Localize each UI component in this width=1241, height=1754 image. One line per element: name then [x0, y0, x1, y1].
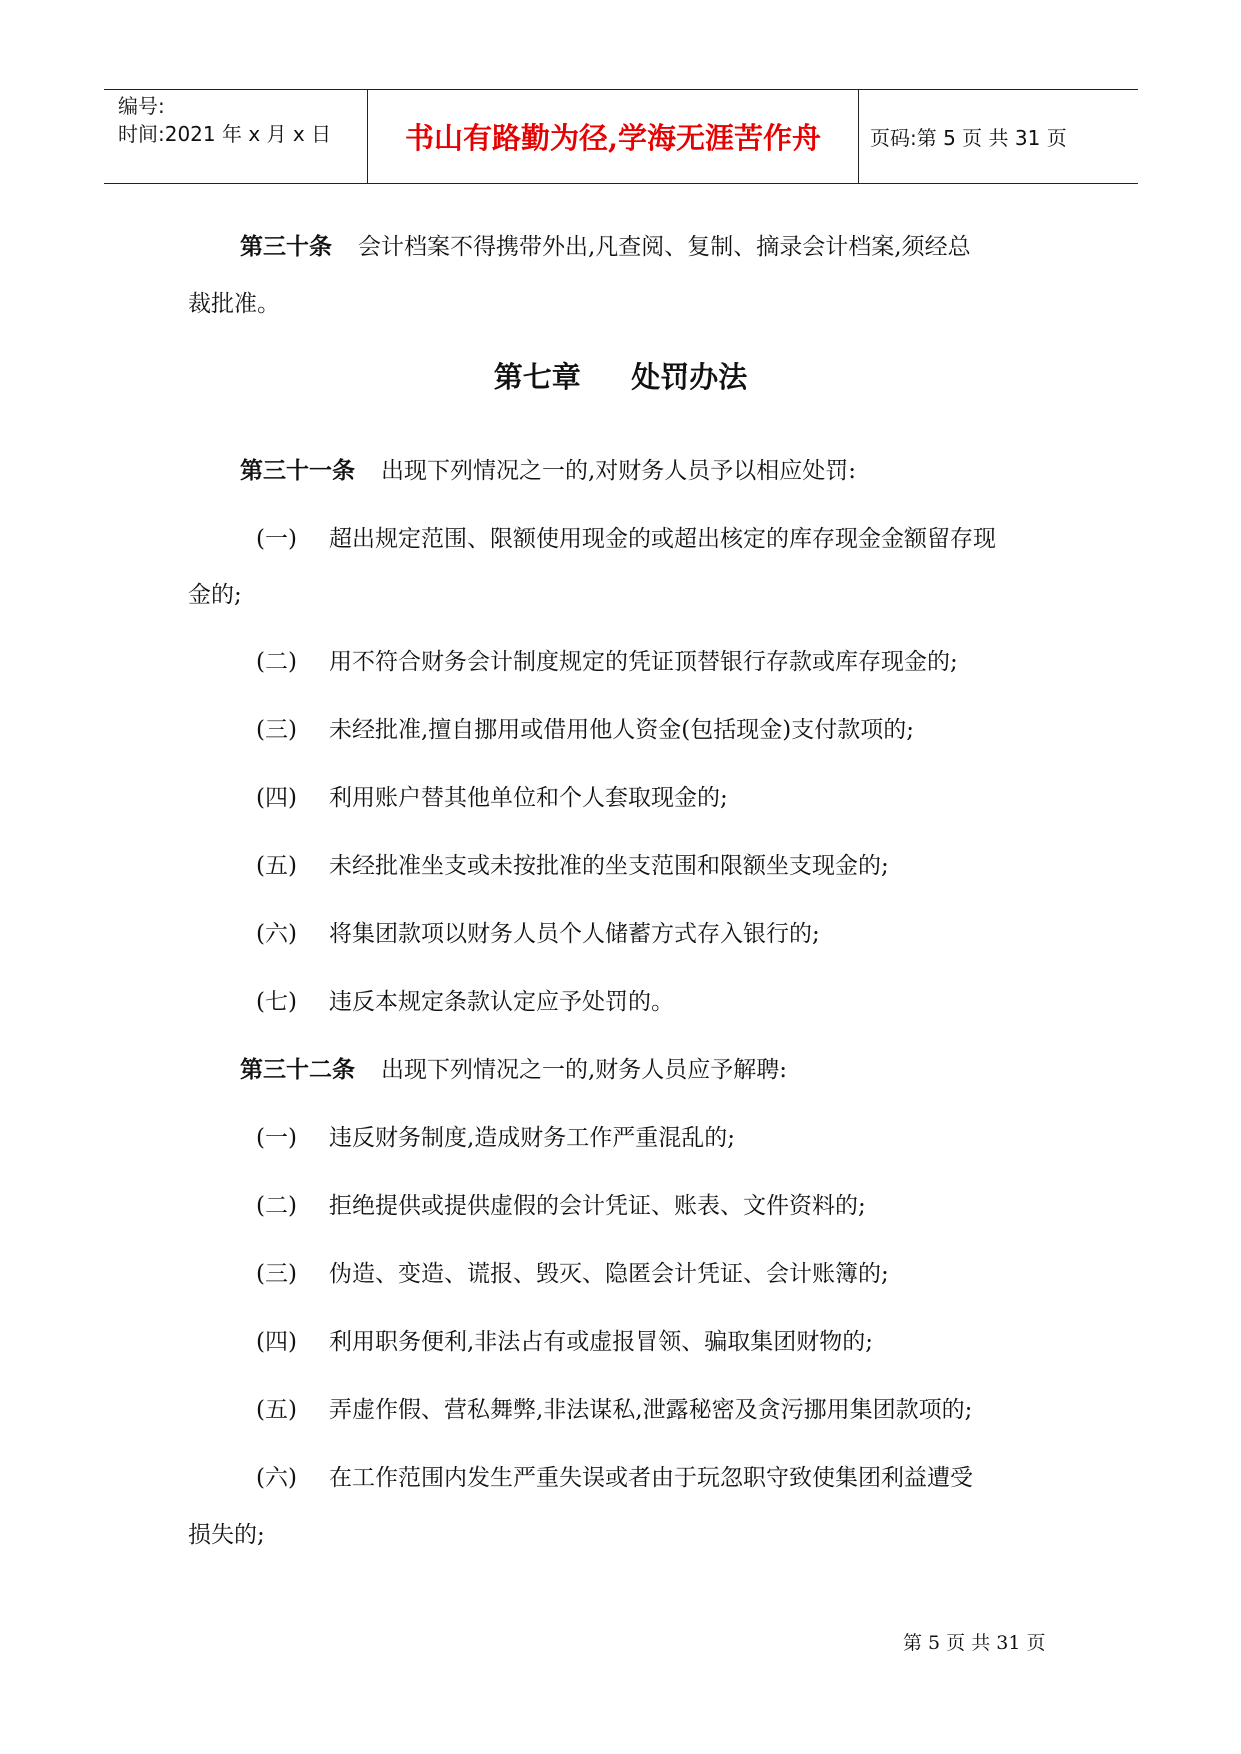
item-text: 利用账户替其他单位和个人套取现金的;	[328, 785, 728, 811]
article-31-intro: 出现下列情况之一的,对财务人员予以相应处罚:	[381, 458, 857, 484]
item-text: 超出规定范围、限额使用现金的或超出核定的库存现金金额留存现	[328, 526, 996, 552]
item-text: 利用职务便利,非法占有或虚报冒领、骗取集团财物的;	[328, 1329, 874, 1355]
header-motto: 书山有路勤为径,学海无涯苦作舟	[367, 90, 859, 183]
item-number: (六)	[256, 1465, 297, 1491]
page-header	[104, 89, 1138, 184]
item-text: 拒绝提供或提供虚假的会计凭证、账表、文件资料的;	[328, 1193, 866, 1219]
list-item	[256, 643, 958, 676]
list-item	[256, 983, 674, 1016]
article-31-heading: 第三十一条	[240, 457, 355, 484]
item-number: (四)	[256, 785, 297, 811]
list-item	[256, 1391, 972, 1424]
list-item	[256, 847, 889, 880]
chapter-title: 第七章 处罚办法	[493, 360, 748, 394]
item-text: 将集团款项以财务人员个人储蓄方式存入银行的;	[328, 921, 820, 947]
item-text: 弄虚作假、营私舞弊,非法谋私,泄露秘密及贪污挪用集团款项的;	[328, 1397, 973, 1423]
article-32-intro: 出现下列情况之一的,财务人员应予解聘:	[381, 1057, 788, 1083]
item-continuation: 损失的;	[188, 1522, 265, 1548]
list-item	[256, 1187, 866, 1220]
article-30-line-1	[240, 228, 971, 261]
article-31-intro-line	[240, 452, 856, 485]
list-item	[256, 1255, 889, 1288]
document-number-label: 编号:	[118, 94, 165, 118]
item-text: 未经批准坐支或未按批准的坐支范围和限额坐支现金的;	[328, 853, 889, 879]
item-text: 用不符合财务会计制度规定的凭证顶替银行存款或库存现金的;	[328, 649, 958, 675]
item-text: 在工作范围内发生严重失误或者由于玩忽职守致使集团利益遭受	[328, 1465, 973, 1491]
item-text: 违反本规定条款认定应予处罚的。	[328, 989, 674, 1015]
article-30-text: 会计档案不得携带外出,凡查阅、复制、摘录会计档案,须经总	[358, 234, 971, 260]
article-30-heading: 第三十条	[240, 233, 332, 260]
list-item	[256, 1459, 973, 1492]
item-text: 伪造、变造、谎报、毁灭、隐匿会计凭证、会计账簿的;	[328, 1261, 889, 1287]
page-footer: 第 5 页 共 31 页	[903, 1632, 1046, 1654]
article-32-intro-line	[240, 1051, 787, 1084]
item-number: (四)	[256, 1329, 297, 1355]
item-number: (二)	[256, 1193, 297, 1219]
article-30-line-2: 裁批准。	[188, 291, 280, 317]
item-number: (七)	[256, 989, 297, 1015]
header-left-cell	[118, 92, 331, 148]
item-number: (三)	[256, 717, 297, 743]
list-item	[256, 915, 820, 948]
item-text: 违反财务制度,造成财务工作严重混乱的;	[328, 1125, 736, 1151]
header-page-label: 页码:第 5 页 共 31 页	[870, 126, 1067, 150]
item-continuation: 金的;	[188, 582, 242, 608]
article-32-heading: 第三十二条	[240, 1056, 355, 1083]
item-number: (六)	[256, 921, 297, 947]
item-text: 未经批准,擅自挪用或借用他人资金(包括现金)支付款项的;	[328, 717, 914, 743]
item-number: (二)	[256, 649, 297, 675]
list-item	[256, 1323, 873, 1356]
item-number: (一)	[256, 1125, 297, 1151]
list-item	[256, 711, 914, 744]
list-item	[256, 779, 728, 812]
item-number: (五)	[256, 853, 297, 879]
item-number: (一)	[256, 526, 297, 552]
item-number: (五)	[256, 1397, 297, 1423]
item-number: (三)	[256, 1261, 297, 1287]
list-item	[256, 520, 996, 553]
list-item	[256, 1119, 735, 1152]
document-time-label: 时间:2021 年 x 月 x 日	[118, 122, 332, 146]
